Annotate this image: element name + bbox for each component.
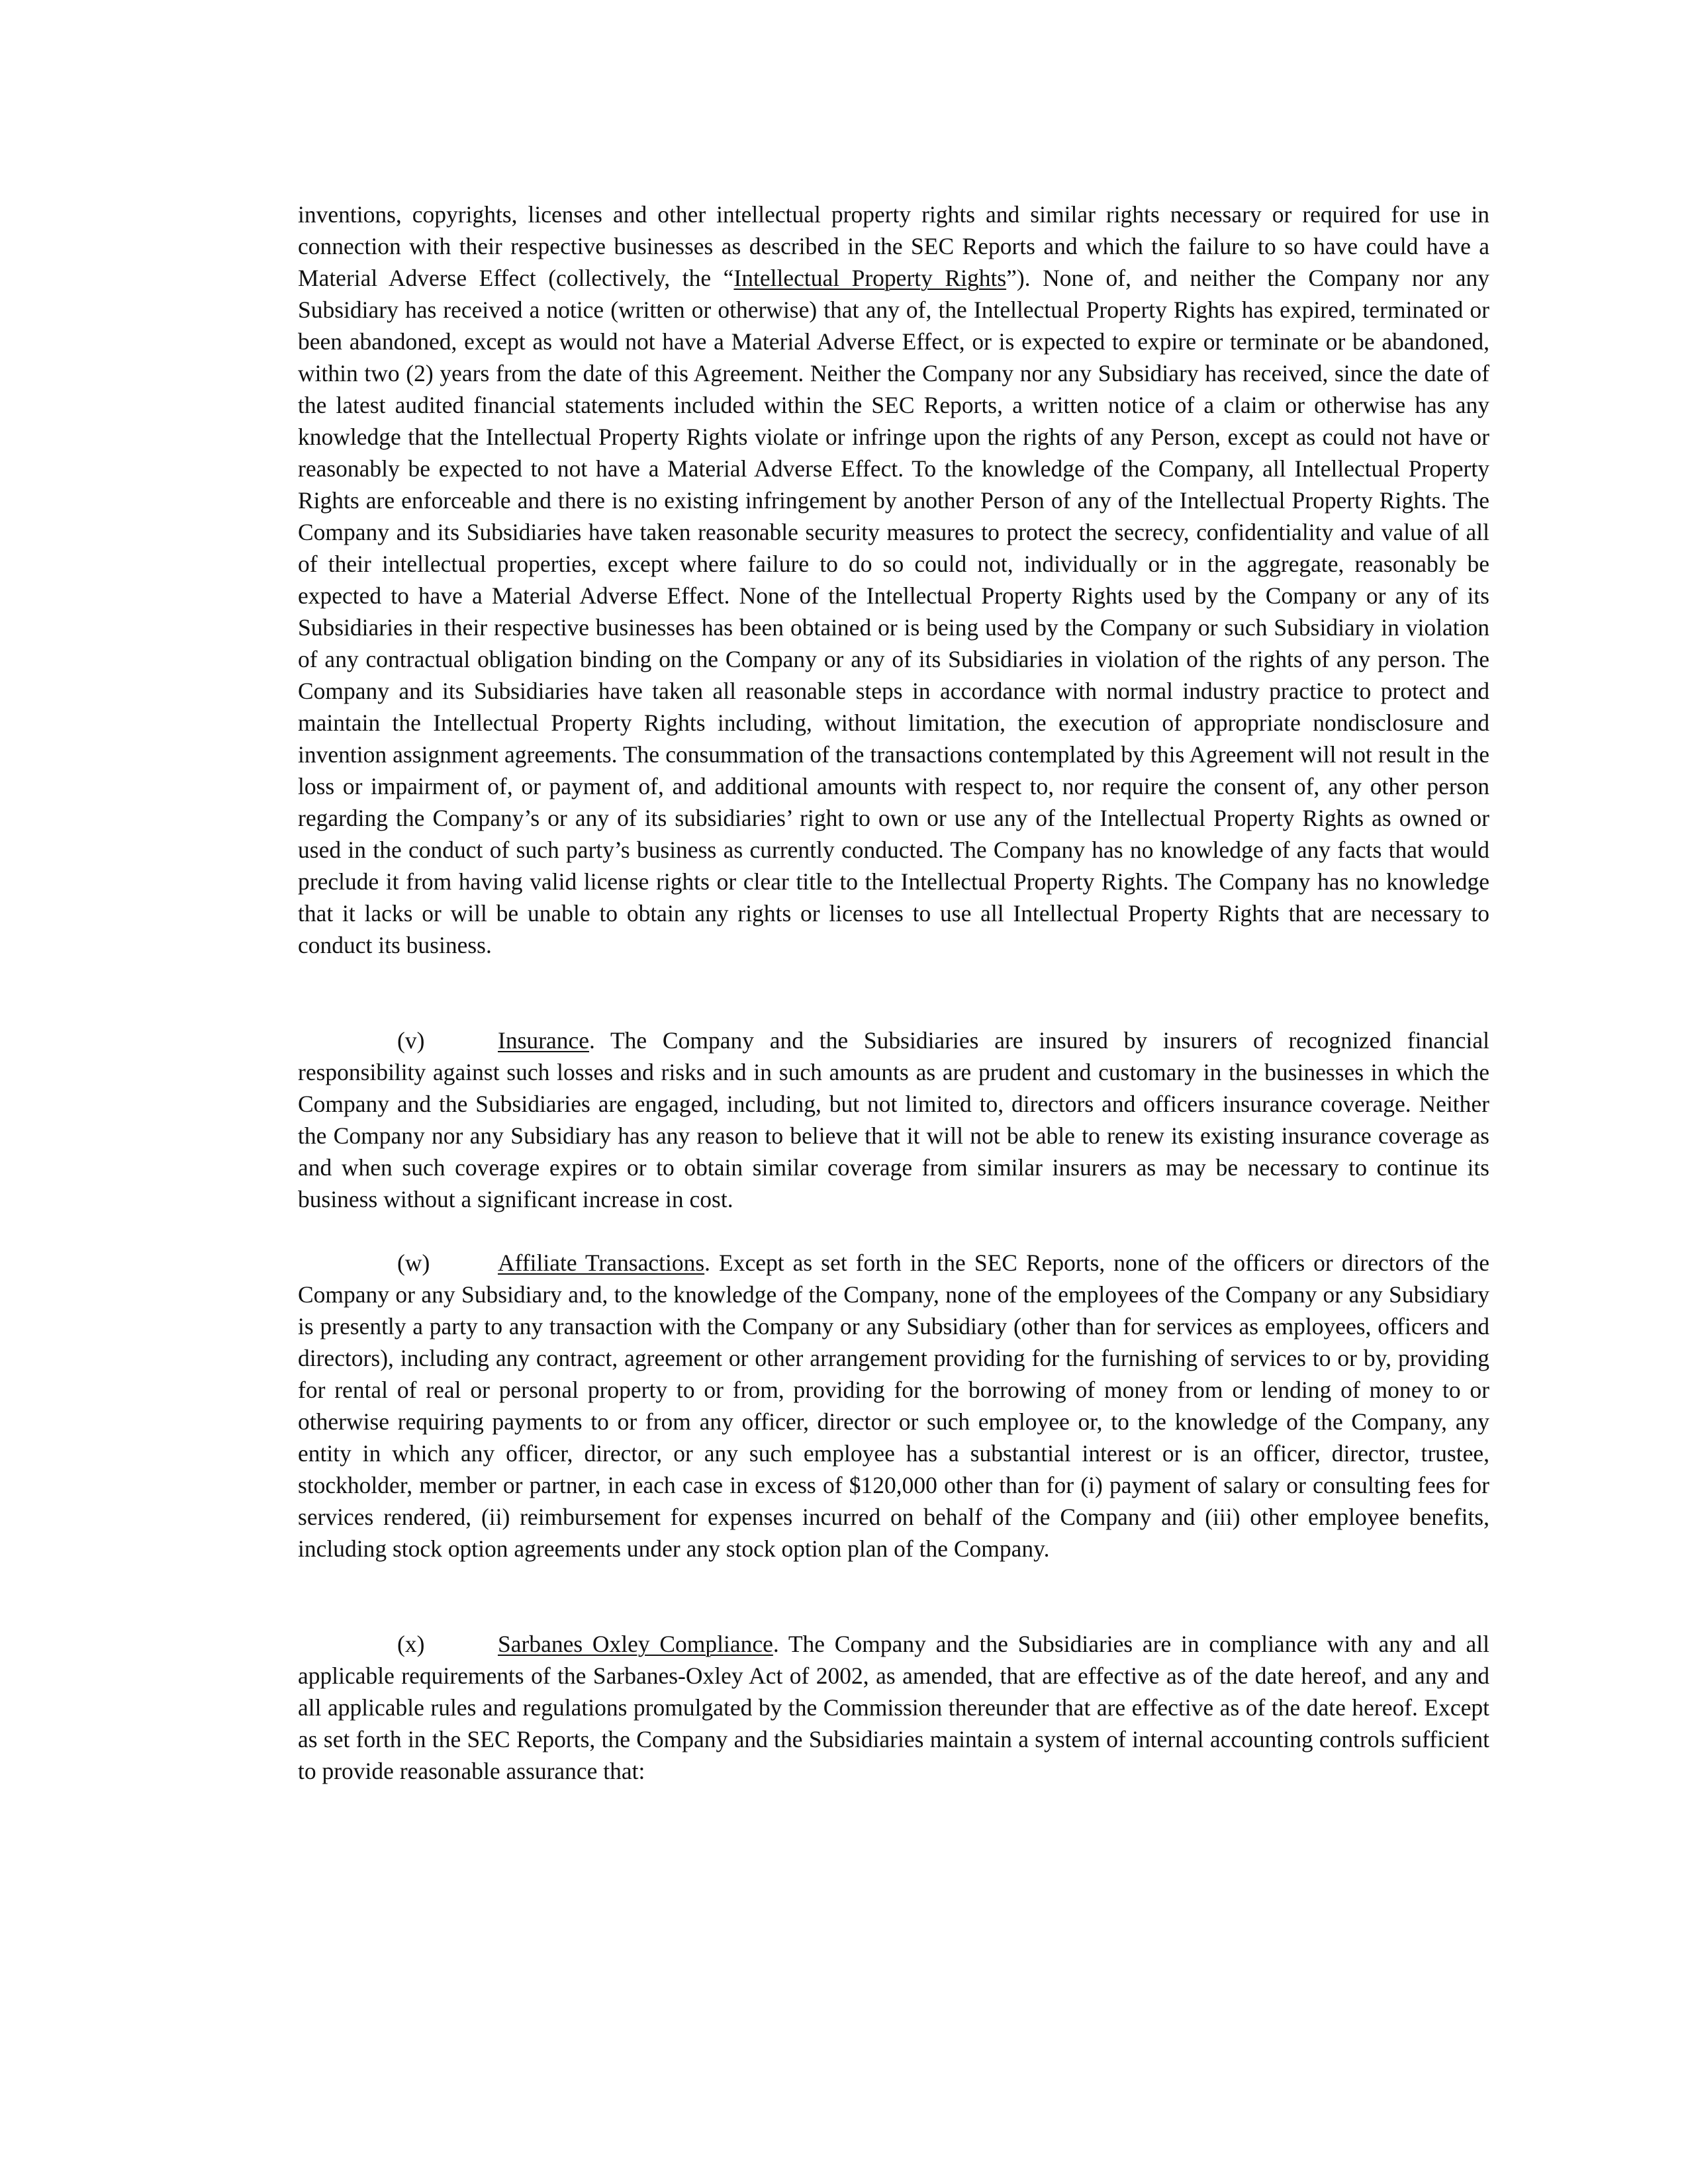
section-label: (w) — [397, 1250, 430, 1276]
section-body: . The Company and the Subsidiaries are insured by insurers of recognized financial responsibility against such losses and risks and in such amounts as are prudent and customary in the businesses in which the Company and the Subsidiaries are engaged, including, but not limited to, directors and officers insurance coverage. Neither the Company nor any Subsidiary has any reason to believe that it will not be able to renew its existing insurance coverage as and when such coverage expires or to obtain similar coverage from similar insurers as may be necessary to continue its business without a significant increase in cost. — [298, 1027, 1489, 1212]
section-body: . The Company and the Subsidiaries are in compliance with any and all applicable requirements of the Sarbanes-Oxley Act of 2002, as amended, that are effective as of the date hereof, and any and all applicable rules and regulations promulgated by the Commission thereunder that are effective as of the date hereof. Except as set forth in the SEC Reports, the Company and the Subsidiaries maintain a system of internal accounting controls sufficient to provide reasonable assurance that: — [298, 1631, 1489, 1784]
paragraph-spacer — [298, 1215, 1489, 1247]
section-x-sarbanes-oxley — [298, 1628, 1489, 1787]
section-w-affiliate-transactions — [298, 1247, 1489, 1565]
ip-rights-continuation-paragraph — [298, 199, 1489, 961]
section-heading: Sarbanes Oxley Compliance — [498, 1631, 773, 1657]
section-heading: Insurance — [498, 1027, 589, 1054]
ip-text-before: inventions, copyrights, licenses and other intellectual property rights and similar rights necessary or required for use in connection with their respective businesses as described in the SEC Reports and which the failure to so have could have a Material Adverse Effect (collectively, the “ — [298, 201, 1489, 291]
ip-text-after: ”). None of, and neither the Company nor any Subsidiary has received a notice (written or otherwise) that any of, the Intellectual Property Rights has expired, terminated or been abandoned, except as would not have a Material Adverse Effect, or is expected to expire or terminate or be abandoned, within two (2) years from the date of this Agreement. Neither the Company nor any Subsidiary has received, since the date of the latest audited financial statements included within the SEC Reports, a written notice of a claim or otherwise has any knowledge that the Intellectual Property Rights violate or infringe upon the rights of any Person, except as could not have or reasonably be expected to not have a Material Adverse Effect. To the knowledge of the Company, all Intellectual Property Rights are enforceable and there is no existing infringement by another Person of any of the Intellectual Property Rights. The Company and its Subsidiaries have taken reasonable security measures to protect the secrecy, confidentiality and value of all of their intellectual properties, except where failure to do so could not, individually or in the aggregate, reasonably be expected to have a Material Adverse Effect. None of the Intellectual Property Rights used by the Company or any of its Subsidiaries in their respective businesses has been obtained or is being used by the Company or such Subsidiary in violation of any contractual obligation binding on the Company or any of its Subsidiaries in violation of the rights of any person. The Company and its Subsidiaries have taken all reasonable steps in accordance with normal industry practice to protect and maintain the Intellectual Property Rights including, without limitation, the execution of appropriate nondisclosure and invention assignment agreements. The consummation of the transactions contemplated by this Agreement will not result in the loss or impairment of, or payment of, and additional amounts with respect to, nor require the consent of, any other person regarding the Company’s or any of its subsidiaries’ right to own or use any of the Intellectual Property Rights as owned or used in the conduct of such party’s business as currently conducted. The Company has no knowledge of any facts that would preclude it from having valid license rights or clear title to the Intellectual Property Rights. The Company has no knowledge that it lacks or will be unable to obtain any rights or licenses to use all Intellectual Property Rights that are necessary to conduct its business. — [298, 265, 1490, 958]
paragraph-spacer — [298, 961, 1489, 1024]
ip-defined-term: Intellectual Property Rights — [733, 265, 1007, 291]
section-body: . Except as set forth in the SEC Reports, none of the officers or directors of the Company or any Subsidiary and, to the knowledge of the Company, none of the employees of the Company or any Subsidiary is presently a party to any transaction with the Company or any Subsidiary (other than for services as employees, officers and directors), including any contract, agreement or other arrangement providing for the furnishing of services to or by, providing for rental of real or personal property to or from, providing for the borrowing of money from or lending of money to or otherwise requiring payments to or from any officer, director or such employee or, to the knowledge of the Company, any entity in which any officer, director, or any such employee has a substantial interest or is an officer, director, trustee, stockholder, member or partner, in each case in excess of $120,000 other than for (i) payment of salary or consulting fees for services rendered, (ii) reimbursement for expenses incurred on behalf of the Company and (iii) other employee benefits, including stock option agreements under any stock option plan of the Company. — [298, 1250, 1489, 1562]
document-page — [298, 199, 1489, 1787]
section-v-insurance — [298, 1024, 1489, 1215]
paragraph-spacer — [298, 1565, 1489, 1628]
section-label: (v) — [397, 1027, 425, 1054]
section-heading: Affiliate Transactions — [498, 1250, 705, 1276]
section-label: (x) — [397, 1631, 425, 1657]
